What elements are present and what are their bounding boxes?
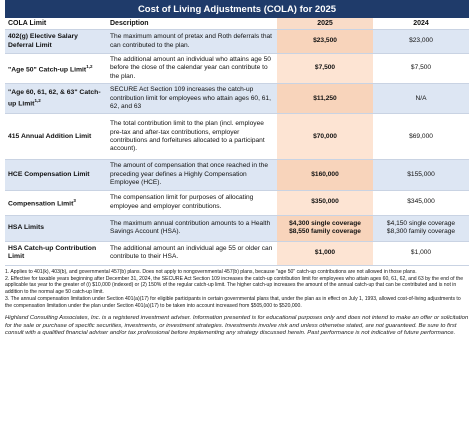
limit-label: Compensation Limit [8,200,74,208]
cell-2024 [373,215,469,241]
footnote: 2. Effective for taxable years beginning after December 31, 2024, the SECURE Act Section 109 increases the catch-up contribution limit for employees who attain ages 60, 61, 62, and 63 by the end of the applicable tax year to the greater of (i) $10,000 (indexed) or (2) 150% of the regular catch-up limit. The higher catch-up increases the amount of the annual catch-up that can be contributed and is not in addition to the normal age 50 catch-up limit. [5,276,464,295]
cell-limit [5,215,107,241]
table-row [5,241,469,265]
cell-2024 [373,84,469,114]
cell-description: SECURE Act Section 109 increases the catch-up contribution limit for employees who attain ages 60, 61, 62, and 63 [107,84,277,114]
limit-label: "Age 50" Catch-up Limit [8,66,87,74]
table-row [5,84,469,114]
cell-limit [5,241,107,265]
value-2025: $70,000 [313,132,337,140]
limit-label: HSA Catch-up Contribution Limit [8,244,97,261]
cell-2024 [373,160,469,190]
cell-2025 [277,84,373,114]
footnote-ref: 1,2 [86,63,93,69]
value-2024: $4,150 single coverage [386,219,456,227]
cell-limit [5,190,107,215]
value-2025: $7,500 [314,64,336,72]
value-2024: N/A [415,94,427,102]
footnote-ref: 3 [73,197,76,203]
cola-table [5,0,469,266]
header-2025: 2025 [277,18,373,30]
value-2024: $345,000 [407,198,435,206]
cell-description: The total contribution limit to the plan (incl. employee pre-tax and after-tax contributions, employer contributions and forfeitures allocated to a participant account). [107,114,277,160]
cell-limit [5,30,107,54]
header-description: Description [107,18,277,30]
cell-limit [5,54,107,84]
footnote-ref: 1,2 [34,98,41,104]
value-2024-secondary: $8,300 family coverage [386,228,456,236]
footnotes [5,269,469,309]
value-2025: $4,300 single coverage [289,219,361,227]
limit-label: HSA Limits [8,223,45,231]
cell-2024 [373,54,469,84]
cell-2024 [373,30,469,54]
disclaimer: Highland Consulting Associates, Inc. is a registered investment adviser. Information presented is for educational purposes only and does not intend to make an offer or solicitation for the sale or purchase of specific securities, investments, or investment strategies. Investments involve risk and unless otherwise stated, are not guaranteed. Be sure to first consult with a qualified financial adviser and/or tax professional before implementing any strategy discussed herein. Past performance is not indicative of future performance. [5,315,469,336]
table-row [5,190,469,215]
value-2025: $23,500 [313,37,337,45]
cell-description: The amount of compensation that once reached in the preceding year defines a Highly Compensation Employee (HCE). [107,160,277,190]
value-2025: $350,000 [311,198,339,206]
table-row [5,30,469,54]
table-body [5,30,469,266]
table-row [5,54,469,84]
value-2025: $11,250 [313,94,337,102]
cell-2024 [373,114,469,160]
cell-description: The additional amount an individual who attains age 50 before the close of the calendar year can contribute to the plan. [107,54,277,84]
limit-label: 415 Annual Addition Limit [8,132,92,140]
cell-2025 [277,241,373,265]
footnote: 1. Applies to 401(k), 403(b), and governmental 457(b) plans. Does not apply to nongovernmental 457(b) plans, because "age 50" catch-up contributions are not allowed in those plans. [5,268,417,275]
limit-label: 402(g) Elective Salary Deferral Limit [8,33,78,49]
cell-limit [5,84,107,114]
cell-description: The maximum amount of pretax and Roth deferrals that can contributed to the plan. [107,30,277,54]
cell-description: The compensation limit for purposes of allocating employee and employer contributions. [107,190,277,215]
table-header-row [5,18,469,30]
cell-2025 [277,160,373,190]
cell-limit [5,114,107,160]
header-2024: 2024 [373,18,469,30]
limit-label: "Age 60, 61, 62, & 63" Catch-up Limit [8,88,101,108]
table-row [5,160,469,190]
cell-description: The additional amount an individual age 55 or older can contribute to their HSA. [107,241,277,265]
table-title: Cost of Living Adjustments (COLA) for 2025 [5,0,469,18]
header-cola-limit: COLA Limit [5,18,107,30]
cola-document [5,0,469,337]
cell-description: The maximum annual contribution amounts to a Health Savings Account (HSA). [107,215,277,241]
value-2025-secondary: $8,550 family coverage [289,228,361,236]
value-2024: $23,000 [409,37,433,45]
cell-limit [5,160,107,190]
value-2025: $160,000 [311,170,339,178]
limit-label: HCE Compensation Limit [8,170,90,178]
value-2024: $7,500 [410,64,432,72]
value-2024: $1,000 [410,248,432,256]
table-row [5,215,469,241]
cell-2025 [277,30,373,54]
value-2024: $69,000 [409,132,433,140]
cell-2025 [277,54,373,84]
value-2025: $1,000 [314,248,336,256]
table-row [5,114,469,160]
cell-2024 [373,241,469,265]
cell-2025 [277,114,373,160]
cell-2025 [277,215,373,241]
cell-2024 [373,190,469,215]
value-2024: $155,000 [407,170,435,178]
cell-2025 [277,190,373,215]
footnote: 3. The annual compensation limitation under Section 401(a)(17) for eligible participants in certain governmental plans that, under the plan as in effect on July 1, 1993, allowed cost-of-living adjustments to the compensation limitation under the plan under Section 401(a)(17) to be taken into account increased from $505,000 to $520,000. [5,296,461,309]
